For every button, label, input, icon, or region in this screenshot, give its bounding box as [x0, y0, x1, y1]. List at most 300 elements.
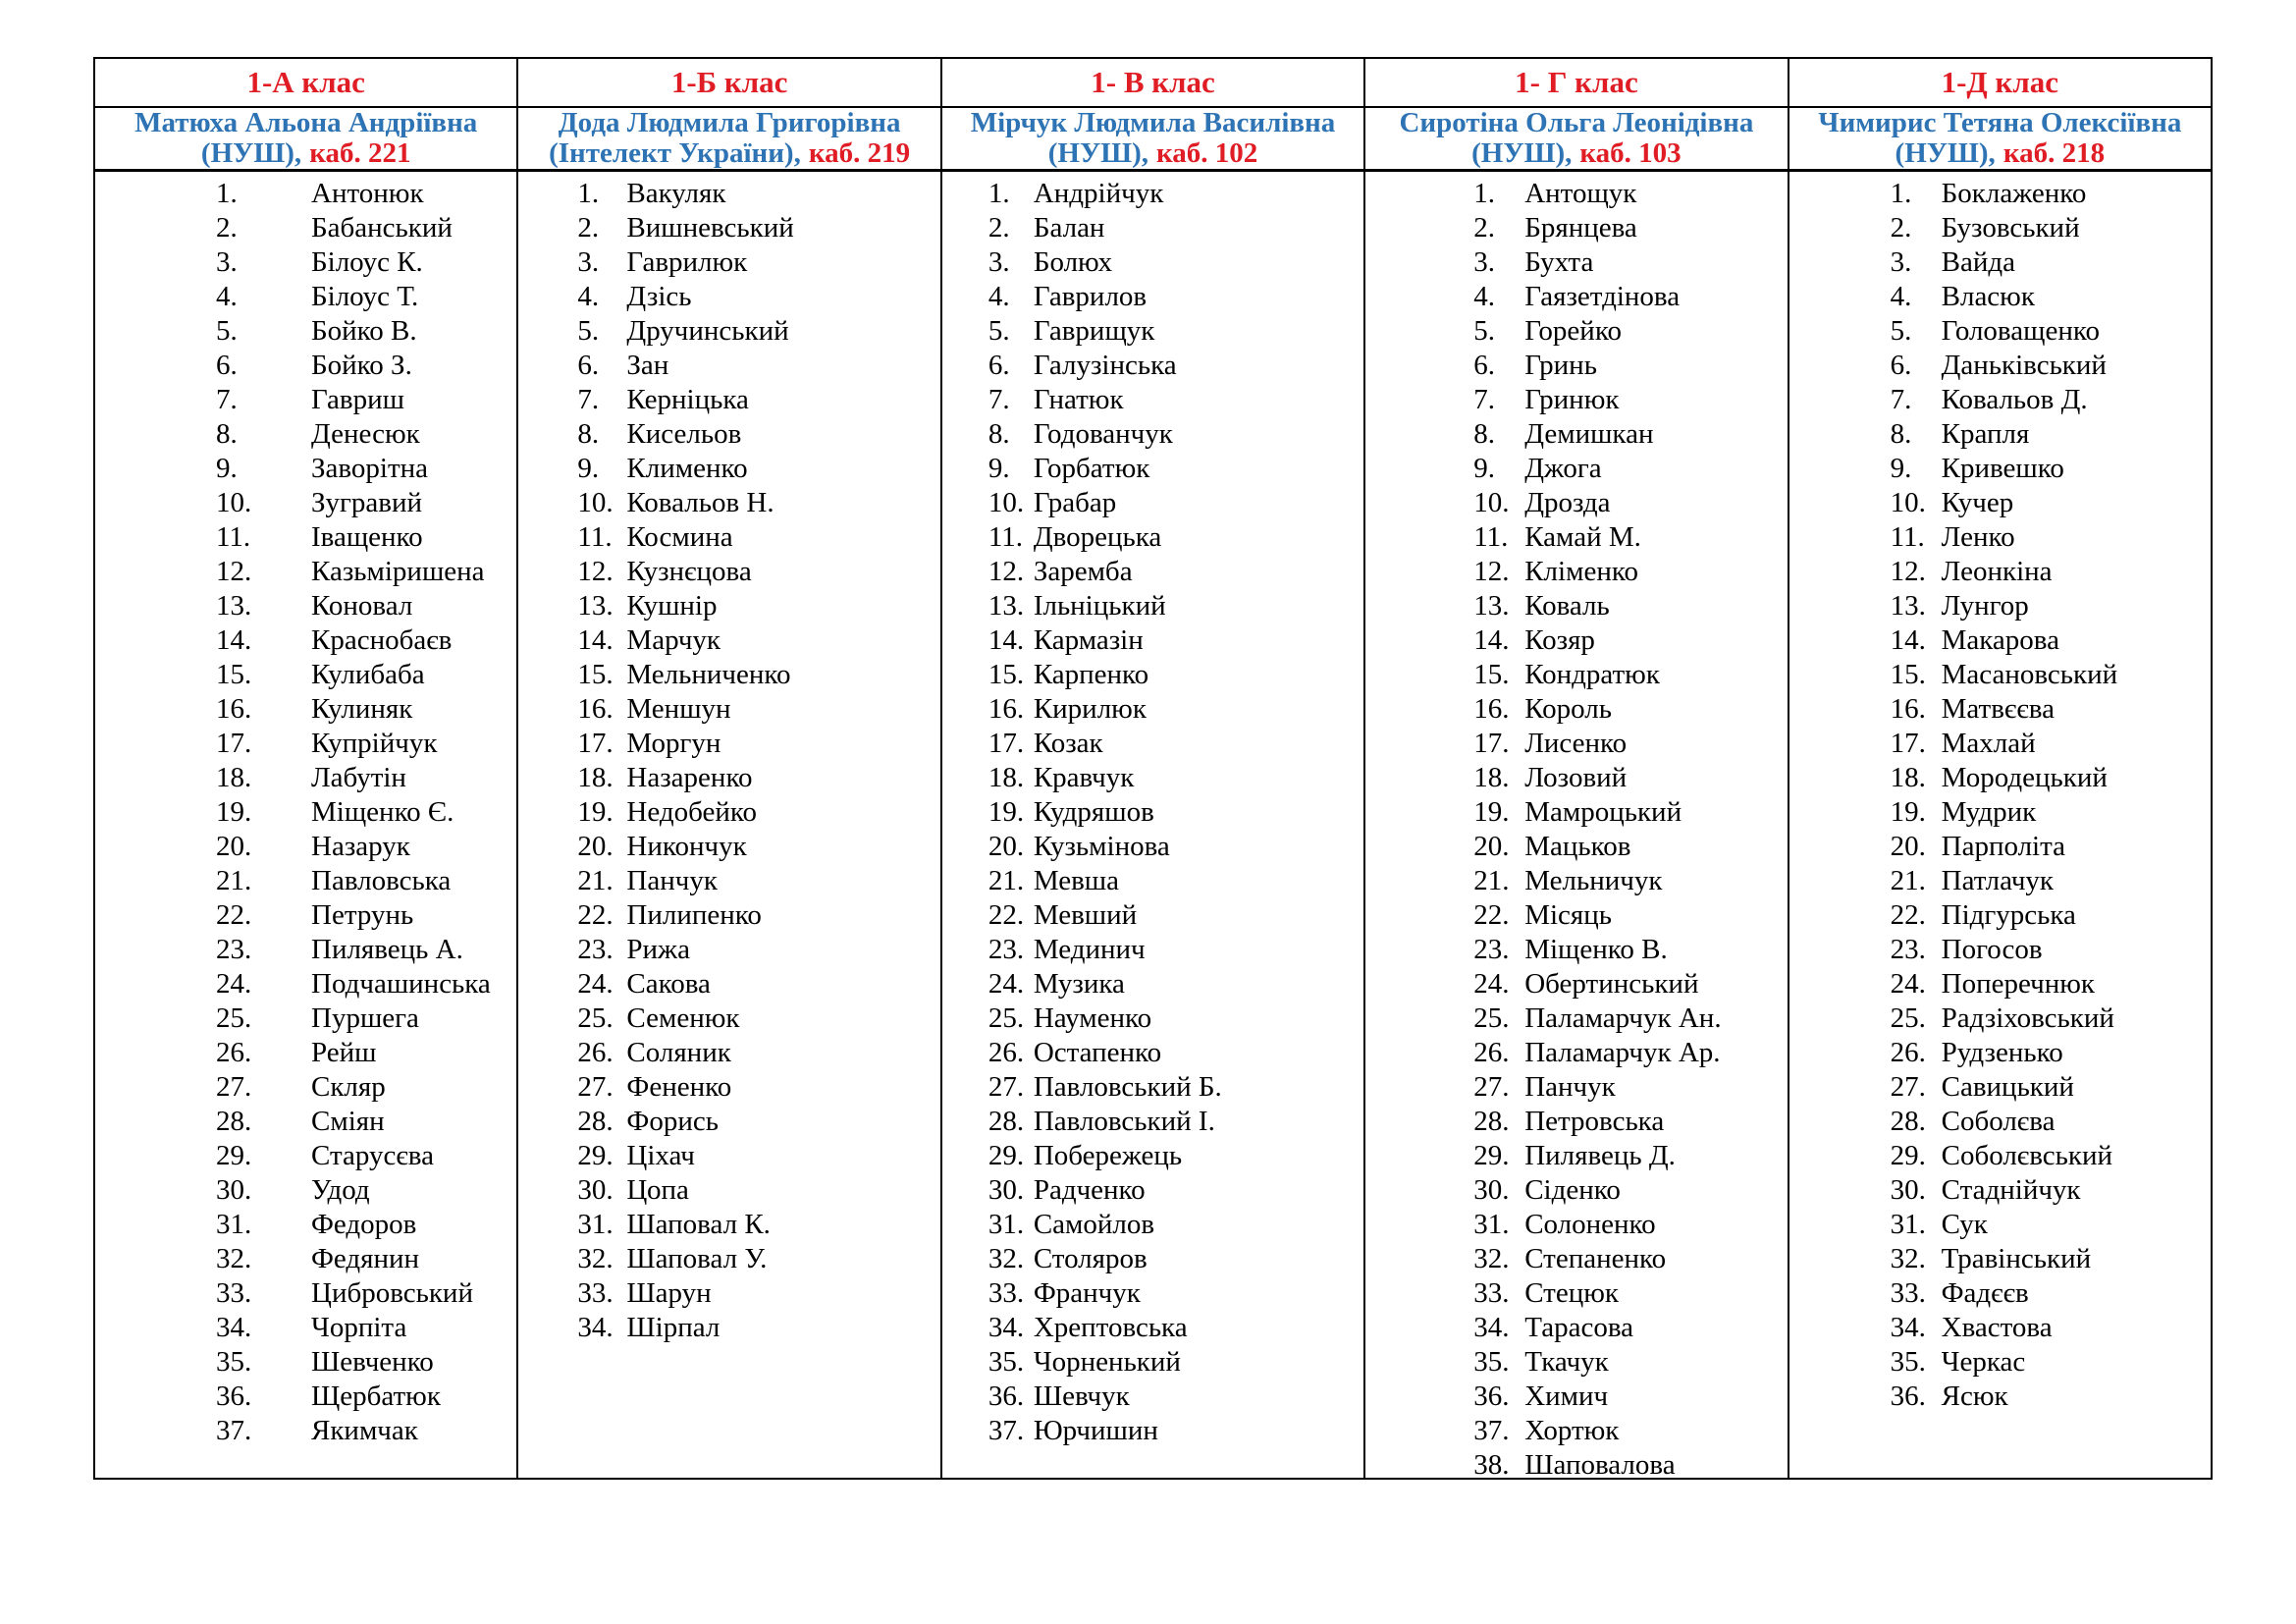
student-name: Вакуляк — [626, 178, 726, 209]
student-number: 27. — [1890, 1071, 1926, 1103]
student-row — [95, 486, 516, 520]
student-name: Сіденко — [1524, 1174, 1621, 1206]
student-name: Горейко — [1524, 315, 1622, 347]
student-row — [1789, 795, 2211, 830]
student-row — [1365, 383, 1787, 417]
class-name-header — [95, 59, 516, 108]
student-name: Головащенко — [1941, 315, 2100, 347]
student-number: 22. — [988, 899, 1025, 931]
student-number: 20. — [577, 831, 614, 862]
student-row — [942, 1001, 1363, 1036]
student-name: Лозовий — [1524, 762, 1628, 793]
student-name: Моргун — [626, 728, 721, 759]
student-number: 13. — [1890, 590, 1926, 622]
student-row — [1789, 555, 2211, 589]
student-number: 5. — [216, 315, 238, 347]
student-row — [518, 727, 939, 761]
student-row — [1789, 830, 2211, 864]
student-name: Болюх — [1033, 246, 1113, 278]
student-number: 29. — [988, 1140, 1025, 1171]
student-number: 33. — [1473, 1277, 1510, 1309]
student-number: 38. — [1473, 1449, 1510, 1478]
student-row — [942, 830, 1363, 864]
student-name: Кулибаба — [311, 659, 425, 690]
student-number: 17. — [216, 728, 252, 759]
student-row — [1789, 211, 2211, 245]
student-number: 37. — [988, 1415, 1025, 1446]
student-name: Удод — [311, 1174, 370, 1206]
student-name: Шарун — [626, 1277, 712, 1309]
student-row — [942, 177, 1363, 211]
student-name: Грабар — [1033, 487, 1117, 518]
student-row — [95, 1105, 516, 1139]
student-number: 25. — [1473, 1002, 1510, 1034]
student-number: 36. — [1890, 1380, 1926, 1412]
student-row — [95, 1139, 516, 1173]
student-row — [1789, 177, 2211, 211]
student-name: Хрептовська — [1033, 1312, 1188, 1343]
student-row — [1789, 383, 2211, 417]
student-name: Антощук — [1524, 178, 1637, 209]
student-number: 15. — [1473, 659, 1510, 690]
student-number: 16. — [988, 693, 1025, 725]
student-number: 8. — [1473, 418, 1495, 450]
class-name-label: 1-Б клас — [670, 65, 788, 99]
student-row — [942, 589, 1363, 623]
student-row — [1789, 967, 2211, 1001]
student-name: Соляник — [626, 1037, 731, 1068]
student-number: 2. — [577, 212, 600, 244]
student-row — [518, 1105, 939, 1139]
student-name: Рижа — [626, 934, 690, 965]
student-name: Подчашинська — [311, 968, 491, 1000]
student-name: Стаднійчук — [1941, 1174, 2081, 1206]
student-number: 32. — [577, 1243, 614, 1274]
student-name: Вайда — [1941, 246, 2015, 278]
student-row — [95, 314, 516, 349]
student-name: Краснобаєв — [311, 624, 453, 656]
student-row — [95, 452, 516, 486]
student-row — [518, 864, 939, 898]
student-row — [95, 1345, 516, 1380]
student-name: Демишкан — [1524, 418, 1654, 450]
student-number: 14. — [577, 624, 614, 656]
student-name: Черкас — [1941, 1346, 2026, 1378]
student-row — [942, 692, 1363, 727]
class-name-label: 1-Д клас — [1941, 65, 2059, 99]
class-name-header — [1365, 59, 1787, 108]
student-name: Федоров — [311, 1209, 417, 1240]
student-name: Мельниченко — [626, 659, 791, 690]
student-name: Шірпал — [626, 1312, 721, 1343]
student-name: Лисенко — [1524, 728, 1628, 759]
student-name: Музика — [1033, 968, 1125, 1000]
student-row — [518, 898, 939, 933]
student-row — [518, 795, 939, 830]
student-row — [1365, 177, 1787, 211]
student-row — [942, 1345, 1363, 1380]
student-number: 15. — [216, 659, 252, 690]
student-row — [95, 1276, 516, 1311]
room-label: каб. 103 — [1579, 137, 1682, 169]
student-name: Столяров — [1033, 1243, 1148, 1274]
class-name-label: 1- Г клас — [1515, 65, 1638, 99]
student-number: 9. — [577, 453, 600, 484]
student-name: Поперечнюк — [1941, 968, 2095, 1000]
student-number: 35. — [1890, 1346, 1926, 1378]
student-row — [518, 623, 939, 658]
student-number: 16. — [1890, 693, 1926, 725]
student-name: Рейш — [311, 1037, 377, 1068]
student-row — [1789, 1001, 2211, 1036]
student-name: Паламарчук Ар. — [1524, 1037, 1721, 1068]
student-name: Козяр — [1524, 624, 1595, 656]
student-row — [518, 967, 939, 1001]
class-column — [95, 59, 518, 1478]
teacher-header — [1789, 108, 2211, 172]
student-row — [95, 1242, 516, 1276]
student-number: 11. — [1473, 521, 1509, 553]
student-name: Науменко — [1033, 1002, 1152, 1034]
student-number: 30. — [577, 1174, 614, 1206]
student-name: Даньківський — [1941, 350, 2107, 381]
student-name: Гаязетдінова — [1524, 281, 1681, 312]
student-number: 14. — [216, 624, 252, 656]
student-row — [1365, 486, 1787, 520]
student-name: Кондратюк — [1524, 659, 1660, 690]
student-number: 24. — [1473, 968, 1510, 1000]
student-number: 24. — [216, 968, 252, 1000]
student-row — [518, 555, 939, 589]
student-row — [1789, 452, 2211, 486]
student-name: Меншун — [626, 693, 731, 725]
student-row — [1365, 452, 1787, 486]
student-name: Карпенко — [1033, 659, 1149, 690]
class-name-label: 1- В клас — [1091, 65, 1215, 99]
student-number: 23. — [988, 934, 1025, 965]
student-name: Крапля — [1941, 418, 2030, 450]
student-row — [1365, 555, 1787, 589]
student-number: 3. — [577, 246, 600, 278]
student-row — [1365, 349, 1787, 383]
student-row — [1365, 658, 1787, 692]
student-row — [942, 417, 1363, 452]
student-number: 22. — [1890, 899, 1926, 931]
student-number: 2. — [1473, 212, 1495, 244]
student-name: Кривешко — [1941, 453, 2064, 484]
student-row — [942, 898, 1363, 933]
student-name: Соболєва — [1941, 1106, 2056, 1137]
student-number: 14. — [1890, 624, 1926, 656]
student-name: Паламарчук Ан. — [1524, 1002, 1722, 1034]
student-row — [942, 383, 1363, 417]
student-number: 7. — [216, 384, 238, 415]
student-number: 6. — [577, 350, 600, 381]
student-name: Бузовський — [1941, 212, 2080, 244]
student-name: Хвастова — [1941, 1312, 2053, 1343]
student-name: Форись — [626, 1106, 719, 1137]
student-row — [95, 417, 516, 452]
student-number: 1. — [577, 178, 600, 209]
student-name: Шевчук — [1033, 1380, 1130, 1412]
teacher-name-label: Матюха Альона Андріївна — [134, 107, 478, 138]
student-row — [942, 761, 1363, 795]
student-row — [942, 1208, 1363, 1242]
class-name-label: 1-А клас — [246, 65, 365, 99]
student-row — [518, 383, 939, 417]
student-row — [942, 520, 1363, 555]
student-number: 19. — [1473, 796, 1510, 828]
student-name: Космина — [626, 521, 733, 553]
student-number: 16. — [577, 693, 614, 725]
student-name: Шаповал У. — [626, 1243, 768, 1274]
student-name: Клименко — [626, 453, 748, 484]
student-row — [1789, 314, 2211, 349]
student-number: 10. — [577, 487, 614, 518]
student-name: Кармазін — [1033, 624, 1144, 656]
teacher-header — [518, 108, 939, 172]
student-number: 1. — [216, 178, 238, 209]
student-name: Чорпіта — [311, 1312, 407, 1343]
student-number: 23. — [216, 934, 252, 965]
student-name: Мевший — [1033, 899, 1138, 931]
student-row — [1365, 520, 1787, 555]
student-row — [1365, 623, 1787, 658]
student-name: Мевша — [1033, 865, 1119, 896]
student-row — [95, 1414, 516, 1448]
student-number: 22. — [216, 899, 252, 931]
student-name: Бабанський — [311, 212, 453, 244]
student-number: 26. — [216, 1037, 252, 1068]
student-row — [1365, 417, 1787, 452]
student-row — [942, 623, 1363, 658]
student-name: Лабутін — [311, 762, 406, 793]
student-number: 10. — [216, 487, 252, 518]
student-name: Мединич — [1033, 934, 1146, 965]
student-number: 12. — [988, 556, 1025, 587]
student-name: Ткачук — [1524, 1346, 1609, 1378]
room-label: каб. 102 — [1156, 137, 1258, 169]
student-number: 34. — [1890, 1312, 1926, 1343]
student-name: Макарова — [1941, 624, 2059, 656]
student-number: 5. — [1890, 315, 1912, 347]
teacher-header — [95, 108, 516, 172]
student-name: Кліменко — [1524, 556, 1638, 587]
student-row — [942, 486, 1363, 520]
student-number: 3. — [1890, 246, 1912, 278]
student-number: 4. — [577, 281, 600, 312]
student-number: 24. — [577, 968, 614, 1000]
student-name: Шевченко — [311, 1346, 434, 1378]
student-number: 36. — [216, 1380, 252, 1412]
student-row — [95, 520, 516, 555]
program-label: (НУШ), — [200, 137, 302, 169]
student-name: Махлай — [1941, 728, 2036, 759]
student-number: 33. — [988, 1277, 1025, 1309]
student-row — [95, 1036, 516, 1070]
class-column — [1789, 59, 2211, 1478]
student-row — [1365, 933, 1787, 967]
student-number: 18. — [988, 762, 1025, 793]
student-number: 32. — [1890, 1243, 1926, 1274]
student-name: Зугравий — [311, 487, 423, 518]
student-number: 6. — [216, 350, 238, 381]
student-row — [942, 1036, 1363, 1070]
student-number: 20. — [216, 831, 252, 862]
student-name: Гаврищук — [1033, 315, 1155, 347]
student-number: 15. — [577, 659, 614, 690]
student-number: 3. — [1473, 246, 1495, 278]
student-number: 29. — [577, 1140, 614, 1171]
student-row — [518, 1208, 939, 1242]
student-name: Кулиняк — [311, 693, 413, 725]
teacher-header — [1365, 108, 1787, 172]
student-number: 3. — [988, 246, 1010, 278]
student-name: Цопа — [626, 1174, 689, 1206]
student-row — [95, 383, 516, 417]
student-number: 35. — [1473, 1346, 1510, 1378]
student-row — [942, 452, 1363, 486]
student-number: 5. — [988, 315, 1010, 347]
student-name: Брянцева — [1524, 212, 1637, 244]
student-row — [942, 967, 1363, 1001]
student-row — [1789, 692, 2211, 727]
student-name: Пилявець Д. — [1524, 1140, 1676, 1171]
student-number: 28. — [1890, 1106, 1926, 1137]
student-row — [1789, 1105, 2211, 1139]
student-name: Юрчишин — [1033, 1415, 1158, 1446]
student-list — [95, 172, 516, 1478]
class-roster-table — [93, 57, 2213, 1480]
student-name: Мородецький — [1941, 762, 2108, 793]
class-name-header — [942, 59, 1363, 108]
student-row — [518, 1242, 939, 1276]
student-row — [942, 1242, 1363, 1276]
student-name: Шаповал К. — [626, 1209, 771, 1240]
program-label: (НУШ), — [1047, 137, 1148, 169]
student-number: 29. — [1473, 1140, 1510, 1171]
student-number: 19. — [577, 796, 614, 828]
student-number: 33. — [1890, 1277, 1926, 1309]
student-row — [1365, 1208, 1787, 1242]
student-row — [1789, 623, 2211, 658]
student-row — [95, 692, 516, 727]
student-name: Заворітна — [311, 453, 429, 484]
student-row — [95, 761, 516, 795]
student-row — [1365, 898, 1787, 933]
student-row — [95, 830, 516, 864]
student-row — [1789, 245, 2211, 280]
student-name: Денесюк — [311, 418, 420, 450]
room-label: каб. 218 — [2002, 137, 2106, 169]
student-number: 3. — [216, 246, 238, 278]
student-name: Тарасова — [1524, 1312, 1634, 1343]
student-row — [1365, 280, 1787, 314]
student-row — [1789, 280, 2211, 314]
student-name: Масановський — [1941, 659, 2118, 690]
student-row — [1365, 1036, 1787, 1070]
student-name: Лунгор — [1941, 590, 2029, 622]
student-row — [95, 1173, 516, 1208]
student-number: 28. — [216, 1106, 252, 1137]
student-number: 34. — [216, 1312, 252, 1343]
student-number: 4. — [1473, 281, 1495, 312]
student-name: Підгурська — [1941, 899, 2076, 931]
teacher-program-room — [549, 138, 910, 169]
student-number: 16. — [1473, 693, 1510, 725]
student-number: 18. — [577, 762, 614, 793]
student-row — [1789, 1208, 2211, 1242]
student-number: 13. — [216, 590, 252, 622]
student-name: Вишневський — [626, 212, 794, 244]
student-name: Керніцька — [626, 384, 749, 415]
student-row — [518, 658, 939, 692]
student-name: Ленко — [1941, 521, 2015, 553]
student-name: Ясюк — [1941, 1380, 2008, 1412]
student-row — [1789, 1139, 2211, 1173]
student-name: Місяць — [1524, 899, 1613, 931]
student-number: 6. — [1890, 350, 1912, 381]
student-number: 7. — [1890, 384, 1912, 415]
student-number: 8. — [216, 418, 238, 450]
student-row — [1365, 1311, 1787, 1345]
class-name-header — [518, 59, 939, 108]
student-number: 11. — [216, 521, 251, 553]
student-row — [1789, 933, 2211, 967]
student-row — [942, 349, 1363, 383]
student-row — [1365, 1001, 1787, 1036]
student-number: 33. — [577, 1277, 614, 1309]
student-row — [1365, 967, 1787, 1001]
student-name: Савицький — [1941, 1071, 2074, 1103]
student-number: 32. — [1473, 1243, 1510, 1274]
student-number: 30. — [1890, 1174, 1926, 1206]
teacher-name-label: Чимирис Тетяна Олексіївна — [1818, 107, 2182, 138]
student-row — [95, 623, 516, 658]
student-row — [1789, 486, 2211, 520]
student-name: Гринь — [1524, 350, 1597, 381]
student-row — [942, 1139, 1363, 1173]
student-row — [942, 211, 1363, 245]
student-number: 27. — [577, 1071, 614, 1103]
student-number: 5. — [1473, 315, 1495, 347]
student-name: Пилявець А. — [311, 934, 463, 965]
program-label: (НУШ), — [1895, 137, 1996, 169]
student-row — [1789, 1276, 2211, 1311]
student-number: 15. — [1890, 659, 1926, 690]
student-number: 18. — [216, 762, 252, 793]
student-name: Ковальов Н. — [626, 487, 774, 518]
student-number: 25. — [577, 1002, 614, 1034]
student-number: 25. — [988, 1002, 1025, 1034]
student-number: 31. — [577, 1209, 614, 1240]
student-number: 35. — [988, 1346, 1025, 1378]
student-number: 12. — [577, 556, 614, 587]
student-number: 17. — [1890, 728, 1926, 759]
student-row — [942, 245, 1363, 280]
student-row — [518, 1311, 939, 1345]
student-number: 5. — [577, 315, 600, 347]
student-number: 7. — [988, 384, 1010, 415]
student-name: Боклаженко — [1941, 178, 2087, 209]
teacher-name-label: Сиротіна Ольга Леонідівна — [1399, 107, 1754, 138]
student-name: Назаренко — [626, 762, 753, 793]
student-row — [1789, 417, 2211, 452]
student-name: Іващенко — [311, 521, 423, 553]
student-row — [518, 692, 939, 727]
student-number: 9. — [988, 453, 1010, 484]
student-row — [518, 211, 939, 245]
